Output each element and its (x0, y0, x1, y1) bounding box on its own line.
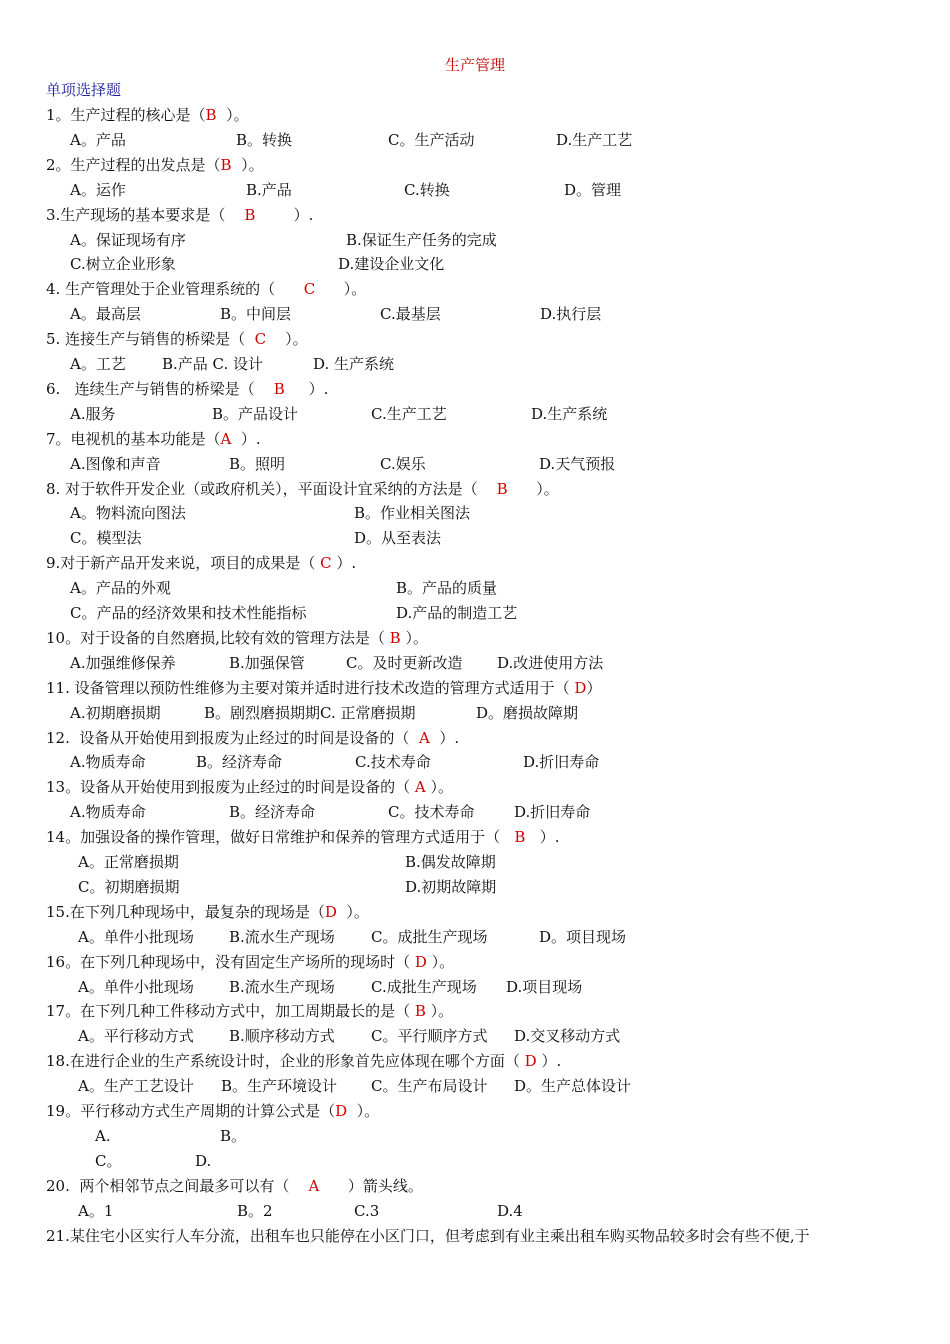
option-row (0, 801, 950, 823)
stem-text: 1。生产过程的核心是（ (46, 106, 206, 124)
stem-text: 4. 生产管理处于企业管理系统的（ (46, 280, 304, 299)
question-stem (46, 478, 559, 500)
stem-text: 10。对于设备的自然磨损,比较有效的管理方法是（ (46, 628, 390, 647)
answer-key: B (220, 155, 232, 174)
answer-key: B (514, 828, 526, 847)
answer-key: C (254, 330, 267, 349)
question-stem (46, 154, 264, 176)
option-row (0, 976, 950, 998)
choice-option: D。从至表法 (354, 529, 442, 548)
choice-option: B.产品 C. 设计 (162, 355, 264, 373)
answer-key: C (320, 554, 332, 573)
choice-option: A.加强维修保养 (70, 653, 176, 672)
answer-key: B (205, 106, 217, 124)
stem-text: 20. 两个相邻节点之间最多可以有（ (46, 1176, 309, 1195)
choice-option: C.3 (354, 1201, 380, 1220)
question-stem (46, 776, 453, 798)
choice-option: C.生产工艺 (371, 404, 447, 423)
stem-text: ）。 (507, 479, 559, 498)
choice-option: D.执行层 (540, 305, 602, 324)
choice-option: A。运作 (70, 180, 126, 199)
answer-key: B (389, 628, 401, 647)
question-stem (46, 552, 356, 574)
choice-option: C。 (95, 1151, 122, 1170)
choice-option: A。单件小批现场 (78, 927, 194, 946)
option-row (0, 702, 950, 724)
answer-key: D (335, 1102, 348, 1120)
answer-key: D (324, 902, 337, 921)
answer-key: B (414, 1002, 426, 1021)
option-row (0, 876, 950, 898)
option-row (0, 577, 950, 599)
stem-text: ）。 (400, 628, 428, 647)
answer-key: D (574, 678, 587, 697)
answer-key: C (303, 280, 316, 299)
stem-text: ）. (429, 728, 460, 747)
stem-text: ）。 (266, 330, 308, 349)
option-row (0, 1075, 950, 1097)
choice-option: B.顺序移动方式 (229, 1027, 335, 1046)
question-stem (46, 428, 261, 450)
stem-text: ）. (536, 1052, 562, 1071)
answer-key: B (244, 205, 256, 224)
choice-option: C。模型法 (70, 529, 142, 548)
choice-option: B。 (220, 1126, 247, 1145)
choice-option: A. (95, 1126, 111, 1145)
option-row (0, 602, 950, 624)
option-row (0, 179, 950, 201)
answer-key: A (308, 1176, 320, 1195)
answer-key: A (418, 728, 430, 747)
stem-text: ）. (331, 554, 357, 573)
choice-option: A。单件小批现场 (78, 977, 194, 996)
choice-option: B。照明 (229, 454, 286, 473)
choice-option: B。中间层 (220, 305, 292, 324)
choice-option: C。产品的经济效果和技术性能指标 (70, 604, 307, 622)
question-stem (46, 1050, 561, 1072)
stem-text: ）。 (425, 778, 453, 797)
choice-option: C。技术寿命 (388, 803, 475, 822)
question-stem (46, 328, 308, 350)
choice-option: C.转换 (404, 180, 450, 199)
choice-option: B.偶发故障期 (405, 853, 496, 871)
choice-option: B。剧烈磨损期期C. 正常磨损期 (204, 703, 416, 722)
question-stem (46, 1000, 453, 1022)
choice-option: B.保证生产任务的完成 (346, 230, 497, 249)
option-row (0, 353, 950, 375)
answer-key: A (220, 429, 232, 448)
question-stem (46, 901, 369, 923)
section-title: 单项选择题 (46, 81, 122, 99)
stem-text: 19。平行移动方式生产周期的计算公式是（ (46, 1102, 336, 1120)
choice-option: B。产品的质量 (396, 579, 498, 598)
stem-text: 14。加强设备的操作管理，做好日常维护和保养的管理方式适用于（ (46, 828, 515, 847)
stem-text: 2。生产过程的出发点是（ (46, 155, 221, 174)
stem-text: ）. (255, 205, 314, 224)
choice-option: C。初期磨损期 (78, 877, 180, 896)
stem-text: 8. 对于软件开发企业（或政府机关），平面设计宜采纳的方法是（ (46, 479, 497, 498)
question-stem (46, 1100, 379, 1122)
question-stem (46, 627, 428, 649)
choice-option: B。产品设计 (212, 404, 299, 423)
choice-option: D. (195, 1151, 212, 1170)
option-row (0, 926, 950, 948)
choice-option: A.图像和声音 (70, 454, 161, 473)
question-stem (46, 278, 366, 300)
option-row (0, 1025, 950, 1047)
choice-option: C.树立企业形象 (70, 255, 176, 274)
question-stem (46, 1225, 810, 1247)
choice-option: B.产品 (246, 180, 292, 199)
stem-text: 12. 设备从开始使用到报废为止经过的时间是设备的（ (46, 728, 419, 747)
choice-option: C。生产布局设计 (371, 1077, 488, 1096)
stem-text: 21.某住宅小区实行人车分流，出租车也只能停在小区门口，但考虑到有业主乘出租车购买物品较多时会有些不便,于 (46, 1226, 810, 1245)
question-stem (46, 727, 459, 749)
choice-option: B。2 (237, 1201, 273, 1220)
stem-text: ）. (231, 429, 261, 448)
question-stem (46, 951, 454, 973)
choice-option: C.技术寿命 (355, 753, 431, 772)
stem-text: ）。 (336, 902, 369, 921)
stem-text: ）. (284, 379, 329, 398)
choice-option: C.成批生产现场 (371, 977, 477, 996)
choice-option: D.初期故障期 (405, 877, 497, 896)
choice-option: D.交叉移动方式 (514, 1027, 621, 1046)
choice-option: D。生产总体设计 (514, 1077, 632, 1096)
stem-text: ）。 (347, 1102, 380, 1120)
stem-text: 9.对于新产品开发来说，项目的成果是（ (46, 554, 321, 573)
stem-text: ）。 (216, 106, 249, 124)
option-row (0, 1125, 950, 1147)
choice-option: B.流水生产现场 (229, 927, 335, 946)
choice-option: D.建设企业文化 (338, 255, 445, 274)
stem-text: ）。 (426, 952, 455, 971)
answer-key: D (414, 952, 427, 971)
option-row (0, 129, 950, 151)
choice-option: C.最基层 (380, 305, 441, 324)
choice-option: A。最高层 (70, 305, 141, 324)
choice-option: A.服务 (70, 404, 116, 423)
question-stem (46, 104, 249, 126)
question-stem (46, 826, 560, 848)
answer-key: B (273, 379, 285, 398)
choice-option: B。经济寿命 (229, 803, 316, 822)
choice-option: D.生产系统 (531, 404, 608, 423)
answer-key: B (496, 479, 508, 498)
choice-option: B。生产环境设计 (221, 1077, 338, 1096)
choice-option: D。项目现场 (539, 927, 627, 946)
stem-text: 17。在下列几种工件移动方式中，加工周期最长的是（ (46, 1002, 415, 1021)
option-row (0, 1150, 950, 1172)
choice-option: D.折旧寿命 (523, 753, 600, 772)
option-row (0, 851, 950, 873)
choice-option: D.项目现场 (506, 977, 583, 996)
choice-option: A。产品的外观 (70, 579, 171, 598)
stem-text: 3.生产现场的基本要求是（ (46, 205, 245, 224)
option-row (0, 229, 950, 251)
option-row (0, 253, 950, 275)
option-row (0, 453, 950, 475)
choice-option: A。1 (78, 1201, 114, 1220)
option-row (0, 502, 950, 524)
stem-text: ）箭头线。 (319, 1176, 423, 1195)
stem-text: 11. 设备管理以预防性维修为主要对策并适时进行技术改造的管理方式适用于（ (46, 678, 575, 697)
choice-option: A。生产工艺设计 (78, 1077, 194, 1096)
option-row (0, 303, 950, 325)
choice-option: D.4 (497, 1201, 523, 1220)
choice-option: C。及时更新改造 (346, 653, 463, 672)
answer-key: A (414, 778, 426, 797)
stem-text: ）。 (315, 280, 367, 299)
stem-text: 6. 连续生产与销售的桥梁是（ (46, 379, 274, 398)
choice-option: D. 生产系统 (313, 355, 395, 373)
choice-option: A。物料流向图法 (70, 504, 186, 523)
stem-text: 5. 连接生产与销售的桥梁是（ (46, 330, 255, 349)
choice-option: B.加强保管 (229, 653, 305, 672)
choice-option: A.初期磨损期 (70, 703, 161, 722)
question-stem (46, 677, 601, 699)
choice-option: B。作业相关图法 (354, 504, 471, 523)
choice-option: C。生产活动 (388, 130, 475, 149)
choice-option: B。转换 (236, 130, 293, 149)
choice-option: A.物质寿命 (70, 803, 146, 822)
option-row (0, 751, 950, 773)
stem-text: ）。 (425, 1002, 454, 1021)
choice-option: D.生产工艺 (556, 130, 633, 149)
page-title: 生产管理 (444, 56, 505, 74)
question-stem (46, 1175, 423, 1197)
choice-option: B.流水生产现场 (229, 977, 335, 996)
choice-option: C。成批生产现场 (371, 927, 488, 946)
choice-option: B。经济寿命 (196, 753, 283, 772)
choice-option: A。正常磨损期 (78, 853, 179, 871)
question-stem (46, 204, 313, 226)
stem-text: 18.在进行企业的生产系统设计时，企业的形象首先应体现在哪个方面（ (46, 1052, 525, 1071)
option-row (0, 652, 950, 674)
stem-text: 7。电视机的基本功能是（ (46, 429, 221, 448)
choice-option: D.折旧寿命 (514, 803, 591, 822)
choice-option: C.娱乐 (380, 454, 426, 473)
question-stem (46, 378, 328, 400)
answer-key: D (524, 1052, 537, 1071)
stem-text: ）. (525, 828, 560, 847)
choice-option: D。管理 (564, 180, 622, 199)
choice-option: C。平行顺序方式 (371, 1027, 488, 1046)
stem-text: 16。在下列几种现场中，没有固定生产场所的现场时（ (46, 952, 415, 971)
stem-text: 13。设备从开始使用到报废为止经过的时间是设备的（ (46, 778, 415, 797)
choice-option: A。保证现场有序 (70, 230, 186, 249)
choice-option: D。磨损故障期 (476, 703, 579, 722)
choice-option: A。工艺 (70, 355, 126, 373)
stem-text: ）。 (231, 155, 264, 174)
choice-option: A.物质寿命 (70, 753, 146, 772)
option-row (0, 527, 950, 549)
choice-option: A。产品 (70, 130, 126, 149)
option-row (0, 1200, 950, 1222)
choice-option: D.改进使用方法 (497, 653, 604, 672)
choice-option: D.天气预报 (539, 454, 616, 473)
stem-text: 15.在下列几种现场中，最复杂的现场是（ (46, 902, 325, 921)
choice-option: D.产品的制造工艺 (396, 604, 518, 622)
choice-option: A。平行移动方式 (78, 1027, 194, 1046)
stem-text: ） (586, 678, 602, 697)
option-row (0, 403, 950, 425)
